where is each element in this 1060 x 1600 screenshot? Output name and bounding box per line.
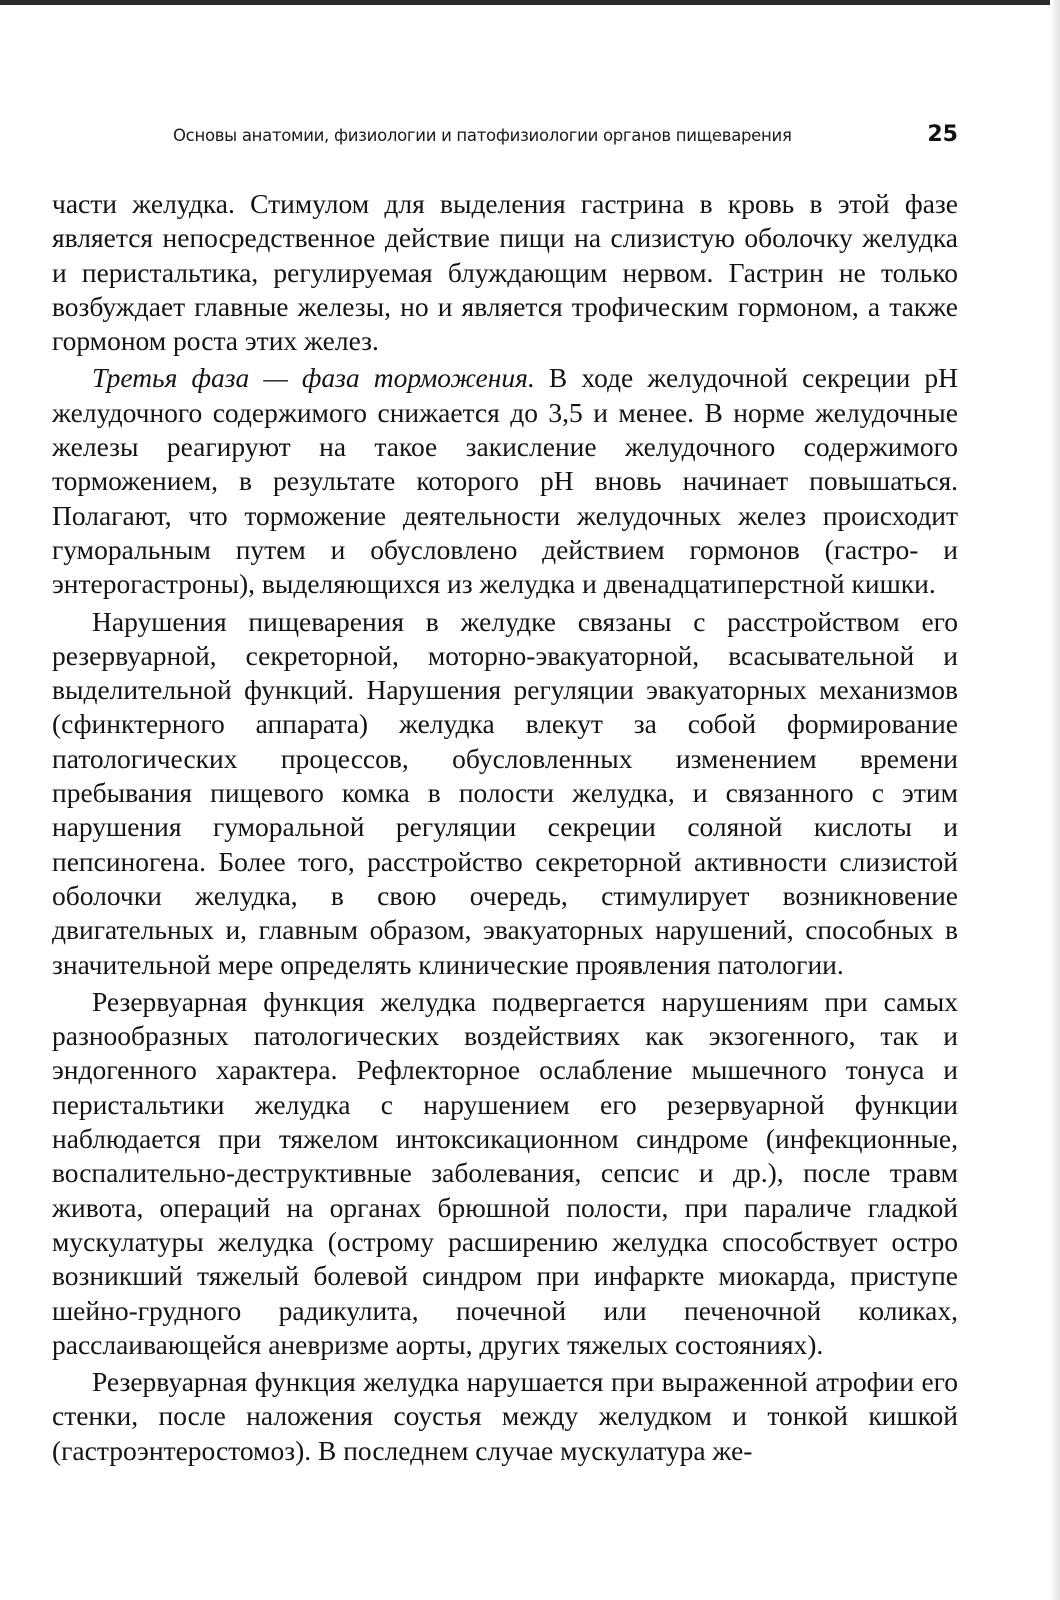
paragraph-3 (52, 605, 958, 982)
page-spine-shadow (1050, 0, 1060, 1600)
running-title: Основы анатомии, физиологии и патофизиологии органов пищеварения (173, 126, 792, 145)
body-text (52, 187, 958, 1468)
paragraph-5 (52, 1365, 958, 1468)
paragraph-text: Резервуарная функция желудка подвергается нарушениям при самых разнообразных патологических воздействиях как экзогенного, так и эндогенного характера. Рефлекторное ослабление мышечного тонуса и перистальтики желудка с нарушением его резервуарной функции наблюдается при тяжелом интоксикационном синдроме (инфекционные, воспалительно-деструктивные заболевания, сепсис и др.), после травм живота, операций на органах брюшной полости, при параличе гладкой мускулатуры желудка (острому расширению желудка способствует остро возникший тяжелый болевой синдром при инфаркте миокарда, приступе шейно-грудного радикулита, почечной или печеночной коликах, расслаивающейся аневризме аорты, других тяжелых состояниях). (52, 985, 958, 1360)
page-top-edge (0, 0, 1060, 5)
paragraph-text: Нарушения пищеварения в желудке связаны с расстройством его резервуарной, секреторной, моторно-эвакуаторной, всасывательной и выделительной функций. Нарушения регуляции эвакуаторных механизмов (сфинктерного аппарата) желудка влекут за собой формирование патологических процессов, обусловленных изменением времени пребывания пищевого комка в полости желудка, и связанного с этим нарушения гуморальной регуляции секреции соляной кислоты и пепсиногена. Более того, расстройство секреторной активности слизистой оболочки желудка, в свою очередь, стимулирует возникновение двигательных и, главным образом, эвакуаторных нарушений, способных в значительной мере определять клинические проявления патологии. (52, 605, 958, 980)
running-header (52, 124, 958, 154)
paragraph-2 (52, 361, 958, 601)
paragraph-text: части желудка. Стимулом для выделения гастрина в кровь в этой фазе является непосредственное действие пищи на слизистую оболочку желудка и перистальтика, регулируемая блуждающим нервом. Гастрин не только возбуждает главные железы, но и является трофическим гормоном, а также гормоном роста этих желез. (52, 188, 958, 357)
paragraph-text: Резервуарная функция желудка нарушается при выраженной атрофии его стенки, после наложения соустья между желудком и тонкой кишкой (гастроэнтеростомоз). В последнем случае мускулатура же- (52, 1366, 958, 1466)
paragraph-lead-italic: Третья фаза — фаза торможения. (92, 362, 535, 394)
paragraph-text: В ходе желудочной секреции pH желудочного содержимого снижается до 3,5 и менее. В норме желудочные железы реагируют на такое закисление желудочного содержимого торможением, в результате которого pH вновь начинает повышаться. Полагают, что торможение деятельности желудочных желез происходит гуморальным путем и обусловлено действием гормонов (гастро- и энтерогастроны), выделяющихся из желудка и двенадцатиперстной кишки. (52, 362, 959, 600)
paragraph-1 (52, 187, 958, 358)
page-number: 25 (927, 122, 958, 147)
paragraph-4 (52, 985, 958, 1362)
